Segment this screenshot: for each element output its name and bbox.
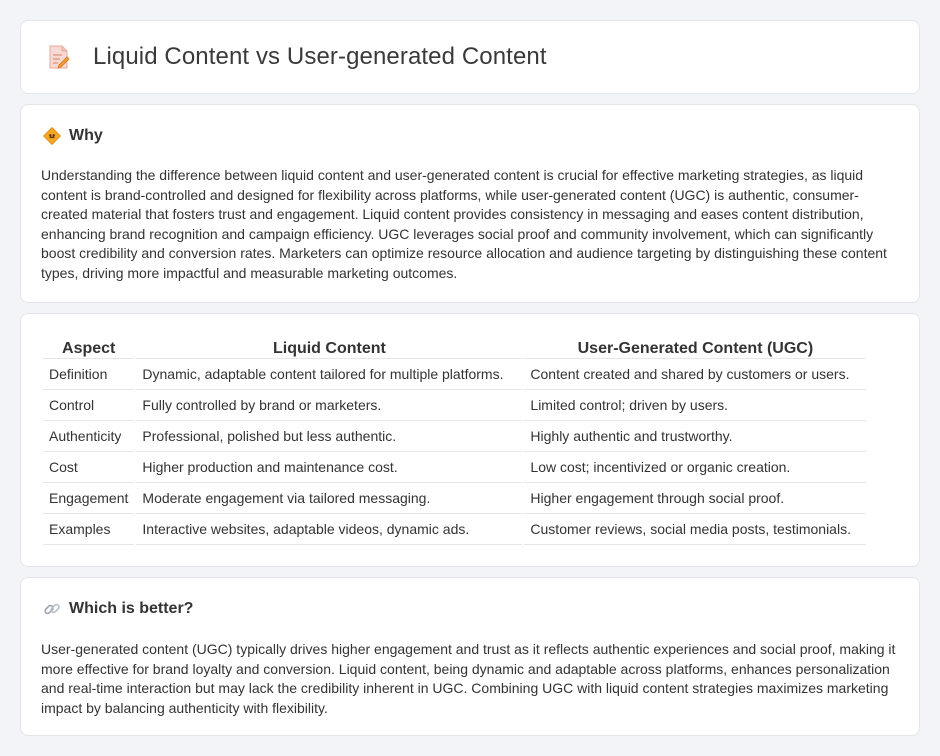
cell-aspect: Control	[43, 390, 134, 421]
table-row	[43, 514, 866, 545]
cell-liquid: Moderate engagement via tailored messaging.	[136, 483, 522, 514]
cell-ugc: Content created and shared by customers or users.	[524, 359, 866, 390]
header-ugc: User-Generated Content (UGC)	[524, 334, 866, 359]
cell-aspect: Cost	[43, 452, 134, 483]
cell-ugc: Highly authentic and trustworthy.	[524, 421, 866, 452]
cell-ugc: Limited control; driven by users.	[524, 390, 866, 421]
better-heading	[43, 600, 193, 618]
table-row	[43, 359, 866, 390]
table-row	[43, 483, 866, 514]
page-header	[47, 43, 547, 71]
diamond-sign-icon	[43, 127, 61, 145]
cell-ugc: Customer reviews, social media posts, testimonials.	[524, 514, 866, 545]
cell-aspect: Examples	[43, 514, 134, 545]
cell-liquid: Professional, polished but less authentic.	[136, 421, 522, 452]
link-icon	[43, 600, 61, 618]
header-card	[20, 20, 920, 94]
cell-liquid: Interactive websites, adaptable videos, dynamic ads.	[136, 514, 522, 545]
cell-aspect: Engagement	[43, 483, 134, 514]
comparison-section	[20, 313, 920, 567]
header-liquid-content: Liquid Content	[136, 334, 522, 359]
document-edit-icon	[47, 43, 71, 71]
cell-liquid: Dynamic, adaptable content tailored for multiple platforms.	[136, 359, 522, 390]
table-header-row	[43, 334, 866, 359]
cell-aspect: Definition	[43, 359, 134, 390]
better-body: User-generated content (UGC) typically drives higher engagement and trust as it reflects authentic experiences and social proof, making it more effective for brand loyalty and conversion. Liquid content, being dynamic and adaptable across platforms, enhances personalization and real-time interaction but may lack the credibility inherent in UGC. Combining UGC with liquid content strategies maximizes marketing impact by balancing authenticity with flexibility.	[41, 641, 896, 716]
why-heading	[43, 127, 103, 145]
why-title: Why	[69, 127, 103, 144]
cell-ugc: Higher engagement through social proof.	[524, 483, 866, 514]
cell-liquid: Fully controlled by brand or marketers.	[136, 390, 522, 421]
header-aspect: Aspect	[43, 334, 134, 359]
better-title: Which is better?	[69, 600, 194, 617]
table-row	[43, 452, 866, 483]
cell-ugc: Low cost; incentivized or organic creation.	[524, 452, 866, 483]
comparison-table	[41, 334, 868, 545]
page-title: Liquid Content vs User-generated Content	[93, 43, 547, 70]
why-section	[20, 104, 920, 303]
which-is-better-section	[20, 577, 920, 736]
table-row	[43, 421, 866, 452]
cell-liquid: Higher production and maintenance cost.	[136, 452, 522, 483]
cell-aspect: Authenticity	[43, 421, 134, 452]
why-body: Understanding the difference between liquid content and user-generated content is crucial for effective marketing strategies, as liquid content is brand-controlled and designed for flexibility across platforms, while user-generated content (UGC) is authentic, consumer-created material that fosters trust and engagement. Liquid content provides consistency in messaging and eases content distribution, enhancing brand recognition and campaign efficiency. UGC leverages social proof and community involvement, which can significantly boost credibility and conversion rates. Marketers can optimize resource allocation and audience targeting by distinguishing these content types, driving more impactful and measurable marketing outcomes.	[41, 167, 887, 281]
table-row	[43, 390, 866, 421]
